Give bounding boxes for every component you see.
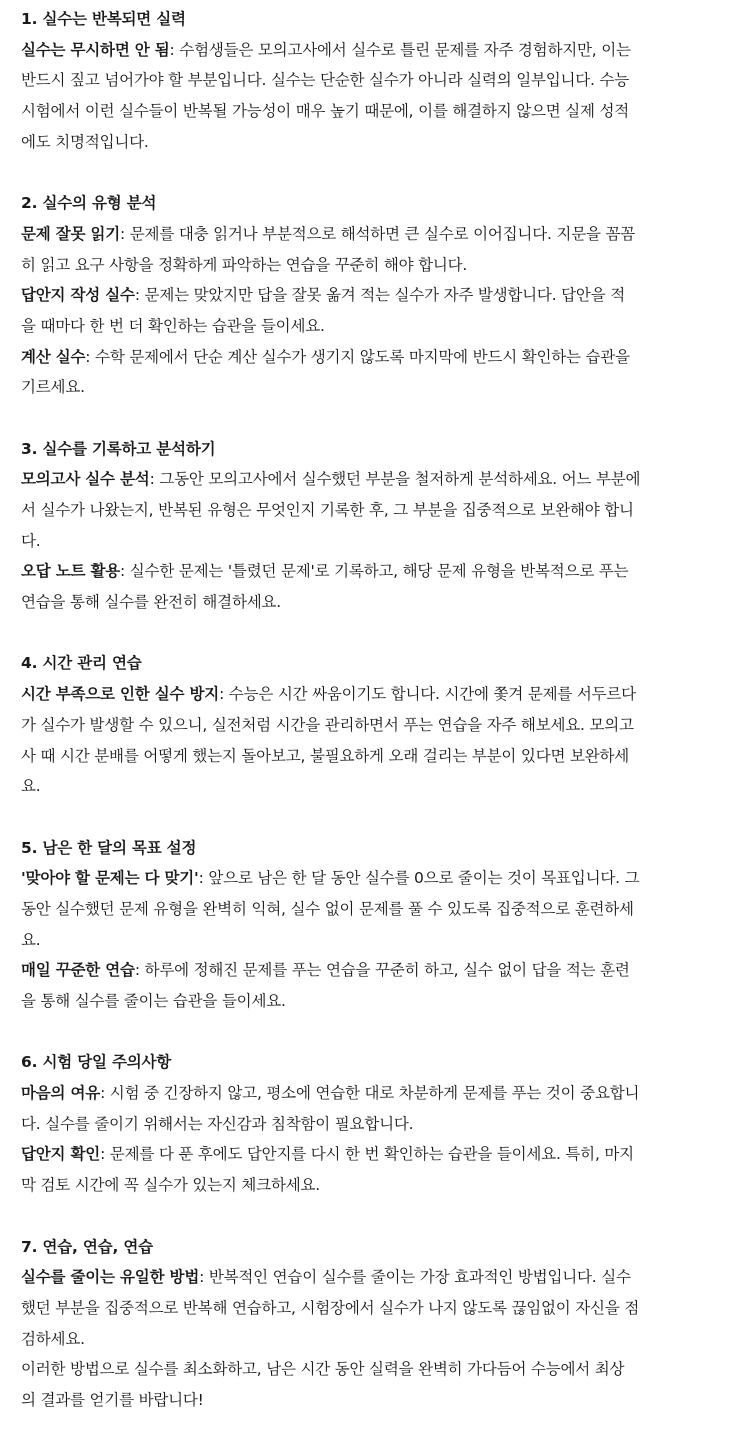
- paragraph-line: 의 결과를 얻기를 바랍니다!: [21, 1390, 204, 1409]
- spacer: [21, 403, 735, 434]
- paragraph-line: 연습을 통해 실수를 완전히 해결하세요.: [21, 593, 282, 612]
- section-6: [21, 1047, 735, 1200]
- line-text: : 하루에 정해진 문제를 푸는 연습을 꾸준히 하고, 실수 없이 답을 적는 훈련: [134, 961, 630, 980]
- line-text: : 그동안 모의고사에서 실수했던 부분을 철저하게 분석하세요. 어느 부분에: [149, 470, 641, 489]
- line-text: : 시험 중 긴장하지 않고, 평소에 연습한 대로 차분하게 문제를 푸는 것이 중요합니: [100, 1084, 640, 1103]
- paragraph-line: [21, 464, 735, 495]
- line-text: : 수험생들은 모의고사에서 실수로 틀린 문제를 자주 경험하지만, 이는: [169, 40, 631, 59]
- paragraph-line: 히 읽고 요구 사항을 정확하게 파악하는 연습을 꾸준히 해야 합니다.: [21, 255, 468, 274]
- line-text: : 문제는 맞았지만 답을 잘못 옮겨 적는 실수가 자주 발생합니다. 답안을 적: [134, 286, 625, 305]
- paragraph-line: 이러한 방법으로 실수를 최소화하고, 남은 시간 동안 실력을 완벽히 가다듬어 수능에서 최상: [21, 1360, 625, 1379]
- line-text: : 앞으로 남은 한 달 동안 실수를 0으로 줄이는 것이 목표입니다. 그: [198, 869, 640, 888]
- paragraph-line: [21, 679, 735, 710]
- spacer: [21, 802, 735, 833]
- section-heading: 4. 시간 관리 연습: [21, 654, 142, 673]
- spacer: [21, 618, 735, 649]
- paragraph-line: [21, 280, 735, 311]
- section-heading: 1. 실수는 반복되면 실력: [21, 10, 186, 28]
- section-heading: 2. 실수의 유형 분석: [21, 194, 157, 213]
- paragraph-line: 기르세요.: [21, 378, 85, 397]
- term-label: 오답 노트 활용: [21, 562, 121, 581]
- section-heading: 5. 남은 한 달의 목표 설정: [21, 838, 197, 857]
- section-heading: 7. 연습, 연습, 연습: [21, 1237, 153, 1256]
- paragraph-line: [21, 863, 735, 894]
- term-label: 실수는 무시하면 안 됨: [21, 40, 170, 59]
- term-label: 문제 잘못 읽기: [21, 224, 121, 243]
- section-heading: 6. 시험 당일 주의사항: [21, 1053, 172, 1072]
- paragraph-line: 다.: [21, 531, 41, 550]
- paragraph-line: 서 실수가 나왔는지, 반복된 유형은 무엇인지 기록한 후, 그 부분을 집중적으로 보완해야 합니: [21, 501, 634, 519]
- term-label: 실수를 줄이는 유일한 방법: [21, 1268, 200, 1287]
- paragraph-line: 가 실수가 발생할 수 있으니, 실전처럼 시간을 관리하면서 푸는 연습을 자주 해보세요. 모의고: [21, 715, 634, 734]
- paragraph-line: 동안 실수했던 문제 유형을 완벽히 익혀, 실수 없이 문제를 풀 수 있도록 집중적으로 훈련하세: [21, 899, 634, 918]
- paragraph-line: [21, 955, 735, 986]
- paragraph-line: [21, 219, 735, 250]
- paragraph-line: 요.: [21, 777, 41, 796]
- term-label: 매일 꾸준한 연습: [21, 961, 135, 980]
- paragraph-line: 을 통해 실수를 줄이는 습관을 들이세요.: [21, 992, 286, 1010]
- line-text: : 문제를 다 푼 후에도 답안지를 다시 한 번 확인하는 습관을 들이세요. 특히, 마지: [100, 1145, 634, 1164]
- paragraph-line: 했던 부분을 집중적으로 반복해 연습하고, 시험장에서 실수가 나지 않도록 끊임없이 자신을 점: [21, 1298, 640, 1317]
- paragraph-line: 시험에서 이런 실수들이 반복될 가능성이 매우 높기 때문에, 이를 해결하지 않으면 실제 성적: [21, 102, 630, 121]
- paragraph-line: [21, 342, 735, 373]
- term-label: 모의고사 실수 분석: [21, 470, 150, 489]
- line-text: : 수학 문제에서 단순 계산 실수가 생기지 않도록 마지막에 반드시 확인하는 습관을: [85, 347, 630, 366]
- section-heading: 3. 실수를 기록하고 분석하기: [21, 439, 216, 458]
- paragraph-line: 검하세요.: [21, 1329, 85, 1348]
- paragraph-line: 요.: [21, 930, 41, 949]
- paragraph-line: 사 때 시간 분배를 어떻게 했는지 돌아보고, 불필요하게 오래 걸리는 부분이 있다면 보완하세: [21, 746, 630, 765]
- section-5: [21, 833, 735, 1017]
- paragraph-line: [21, 1078, 735, 1109]
- term-label: 마음의 여유: [21, 1084, 101, 1103]
- term-label: 답안지 작성 실수: [21, 286, 135, 305]
- line-text: : 반복적인 연습이 실수를 줄이는 가장 효과적인 방법입니다. 실수: [199, 1268, 631, 1287]
- line-text: : 실수한 문제는 '틀렸던 문제'로 기록하고, 해당 문제 유형을 반복적으로 푸는: [120, 562, 629, 581]
- paragraph-line: [21, 1262, 735, 1293]
- line-text: : 문제를 대충 읽거나 부분적으로 해석하면 큰 실수로 이어집니다. 지문을 꼼꼼: [120, 224, 636, 243]
- paragraph-line: 에도 치명적입니다.: [21, 132, 149, 151]
- spacer: [21, 1017, 735, 1048]
- paragraph-line: [21, 556, 735, 587]
- line-text: : 수능은 시간 싸움이기도 합니다. 시간에 쫓겨 문제를 서두르다: [219, 685, 636, 704]
- section-4: [21, 648, 735, 801]
- term-label: '맞아야 할 문제는 다 맞기': [21, 869, 199, 888]
- section-2: [21, 188, 735, 403]
- paragraph-line: 반드시 짚고 넘어가야 할 부분입니다. 실수는 단순한 실수가 아니라 실력의 일부입니다. 수능: [21, 71, 630, 90]
- paragraph-line: 을 때마다 한 번 더 확인하는 습관을 들이세요.: [21, 316, 325, 335]
- term-label: 시간 부족으로 인한 실수 방지: [21, 685, 220, 704]
- paragraph-line: 막 검토 시간에 꼭 실수가 있는지 체크하세요.: [21, 1176, 321, 1195]
- paragraph-line: 다. 실수를 줄이기 위해서는 자신감과 침착함이 필요합니다.: [21, 1114, 414, 1133]
- paragraph-line: [21, 35, 735, 66]
- term-label: 계산 실수: [21, 347, 86, 366]
- section-1: [21, 4, 735, 157]
- paragraph-line: [21, 1139, 735, 1170]
- term-label: 답안지 확인: [21, 1145, 101, 1164]
- section-3: [21, 434, 735, 618]
- section-7: [21, 1232, 735, 1416]
- spacer: [21, 1201, 735, 1232]
- spacer: [21, 157, 735, 188]
